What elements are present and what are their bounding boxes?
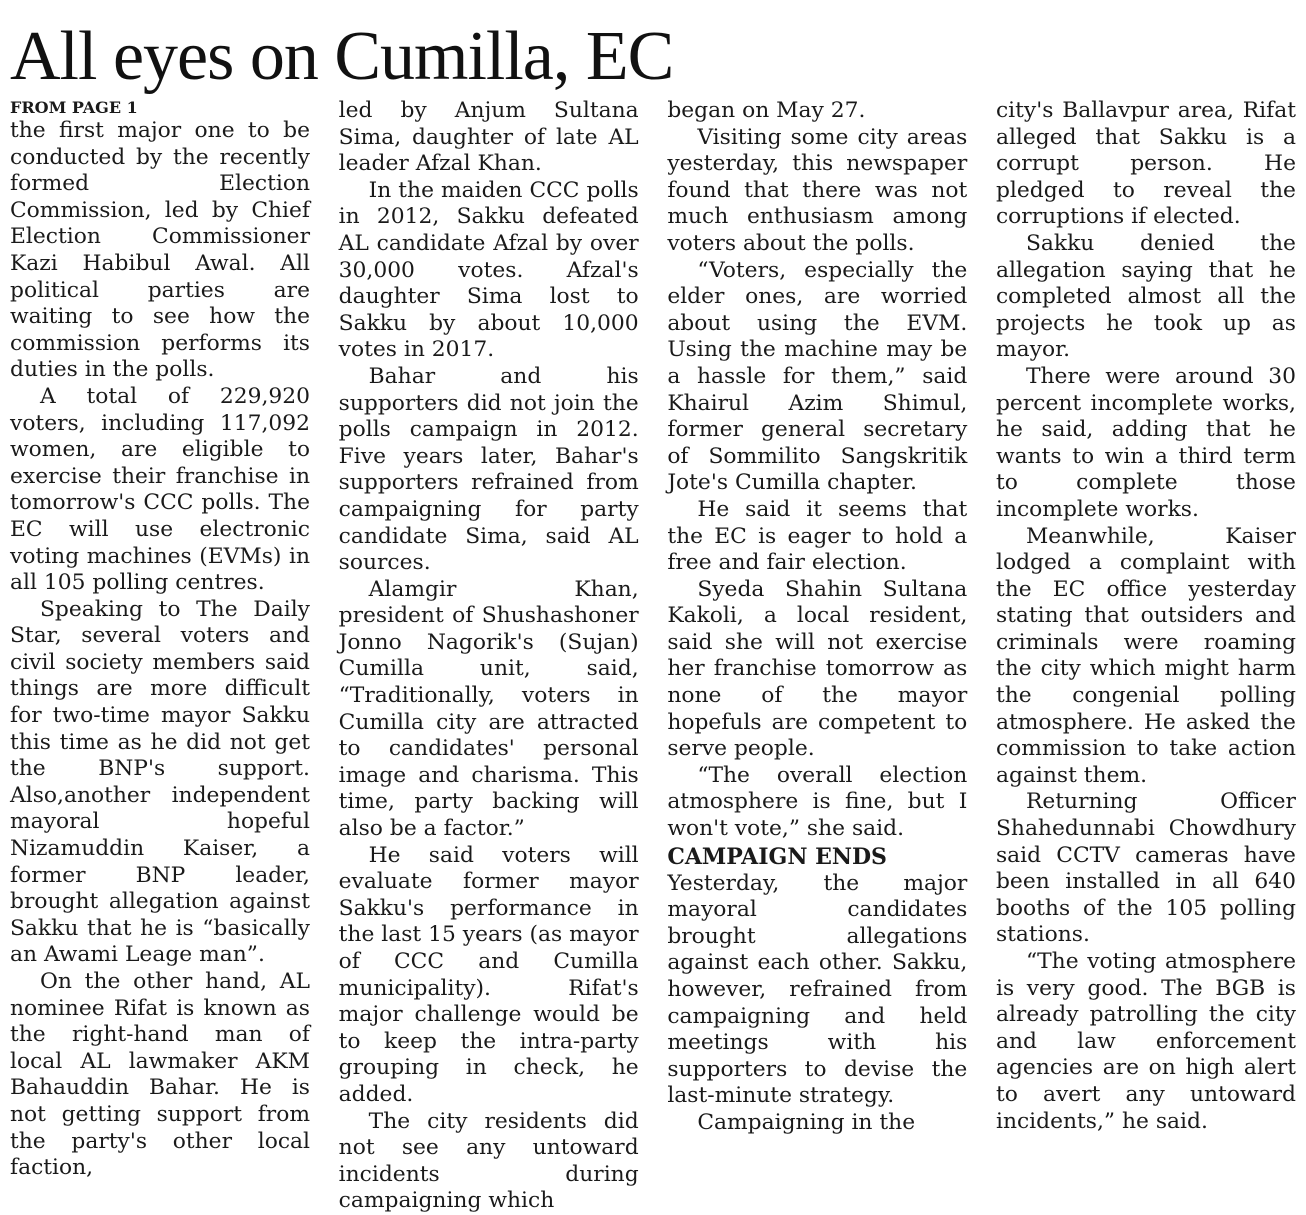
paragraph: The city residents did not see any untoward incidents during campaigning which [338, 1108, 639, 1214]
column-4 [996, 98, 1296, 1168]
paragraph: He said voters will evaluate former mayor Sakku's performance in the last 15 years (as mayor of CCC and Cumilla municipality). Rifat's major challenge would be to keep the intra-party grouping in check, he added. [338, 842, 639, 1107]
paragraph: led by Anjum Sultana Sima, daughter of late AL leader Afzal Khan. [338, 98, 639, 177]
paragraph: “Voters, especially the elder ones, are worried about using the EVM. Using the machine may be a hassle for them,” said Khairul Azim Shimul, former general secretary of Sommilito Sangskritik Jote's Cumilla chapter. [667, 257, 968, 496]
paragraph: “The overall election atmosphere is fine, but I won't vote,” she said. [667, 762, 968, 842]
column-2 [338, 98, 639, 1214]
paragraph: Sakku denied the allegation saying that he completed almost all the projects he took up as mayor. [995, 230, 1296, 363]
paragraph: On the other hand, AL nominee Rifat is known as the right-hand man of local AL lawmaker AKM Bahauddin Bahar. He is not getting support from the party's other local faction, [10, 969, 310, 1181]
column-3 [667, 98, 967, 1168]
paragraph: Campaigning in the [697, 1109, 916, 1135]
paragraph: Speaking to The Daily Star, several voters and civil society members said things are more difficult for two-time mayor Sakku this time as he did not get the BNP's support. Also,another independent mayoral hopeful Nizamuddin Kaiser, a former BNP leader, brought allegation against Sakku that he is “basically an Awami Leage man”. [10, 596, 310, 968]
paragraph: Visiting some city areas yesterday, this newspaper found that there was not much enthusiasm among voters about the polls. [667, 124, 968, 256]
paragraph: the first major one to be conducted by the recently formed Election Commission, led by Chief Election Commissioner Kazi Habibul Awal. All political parties are waiting to see how the commission performs its duties in the polls. [10, 118, 310, 383]
subhead-campaign-ends: CAMPAIGN ENDS [667, 843, 887, 870]
paragraph: city's Ballavpur area, Rifat alleged that Sakku is a corrupt person. He pledged to reveal the corruptions if elected. [995, 98, 1296, 230]
paragraph: There were around 30 percent incomplete works, he said, adding that he wants to win a third term to complete those incomplete works. [995, 363, 1296, 522]
paragraph: A total of 229,920 voters, including 117,092 women, are eligible to exercise their franchise in tomorrow's CCC polls. The EC will use electronic voting machines (EVMs) in all 105 polling centres. [10, 383, 310, 596]
kicker-from-page-1: FROM PAGE 1 [10, 98, 138, 117]
article-body [10, 98, 1296, 1214]
paragraph: “The voting atmosphere is very good. The BGB is already patrolling the city and law enforcement agencies are on high alert to avert any untoward incidents,” he said. [995, 949, 1296, 1134]
column-1 [10, 98, 310, 1181]
headline: All eyes on Cumilla, EC [10, 18, 674, 95]
paragraph: Yesterday, the major mayoral candidates brought allegations against each other. Sakku, however, refrained from campaigning and held meetings with his supporters to devise the last-minute strategy. [667, 870, 968, 1109]
paragraph: Alamgir Khan, president of Shushashoner Jonno Nagorik's (Sujan) Cumilla unit, said, “Traditionally, voters in Cumilla city are attracted to candidates' personal image and charisma. This time, party backing will also be a factor.” [338, 576, 639, 842]
paragraph: He said it seems that the EC is eager to hold a free and fair election. [667, 496, 968, 576]
paragraph: In the maiden CCC polls in 2012, Sakku defeated AL candidate Afzal by over 30,000 votes. Afzal's daughter Sima lost to Sakku by about 10,000 votes in 2017. [338, 177, 639, 363]
paragraph: Bahar and his supporters did not join the polls campaign in 2012. Five years later, Bahar's supporters refrained from campaigning for party candidate Sima, said AL sources. [338, 363, 639, 576]
paragraph: began on May 27. [667, 98, 866, 123]
paragraph: Returning Officer Shahedunnabi Chowdhury said CCTV cameras have been installed in all 640 booths of the 105 polling stations. [995, 789, 1296, 948]
paragraph: Syeda Shahin Sultana Kakoli, a local resident, said she will not exercise her franchise tomorrow as none of the mayor hopefuls are competent to serve people. [667, 576, 968, 762]
paragraph: Meanwhile, Kaiser lodged a complaint with the EC office yesterday stating that outsiders and criminals were roaming the city which might harm the congenial polling atmosphere. He asked the commission to take action against them. [995, 523, 1296, 788]
